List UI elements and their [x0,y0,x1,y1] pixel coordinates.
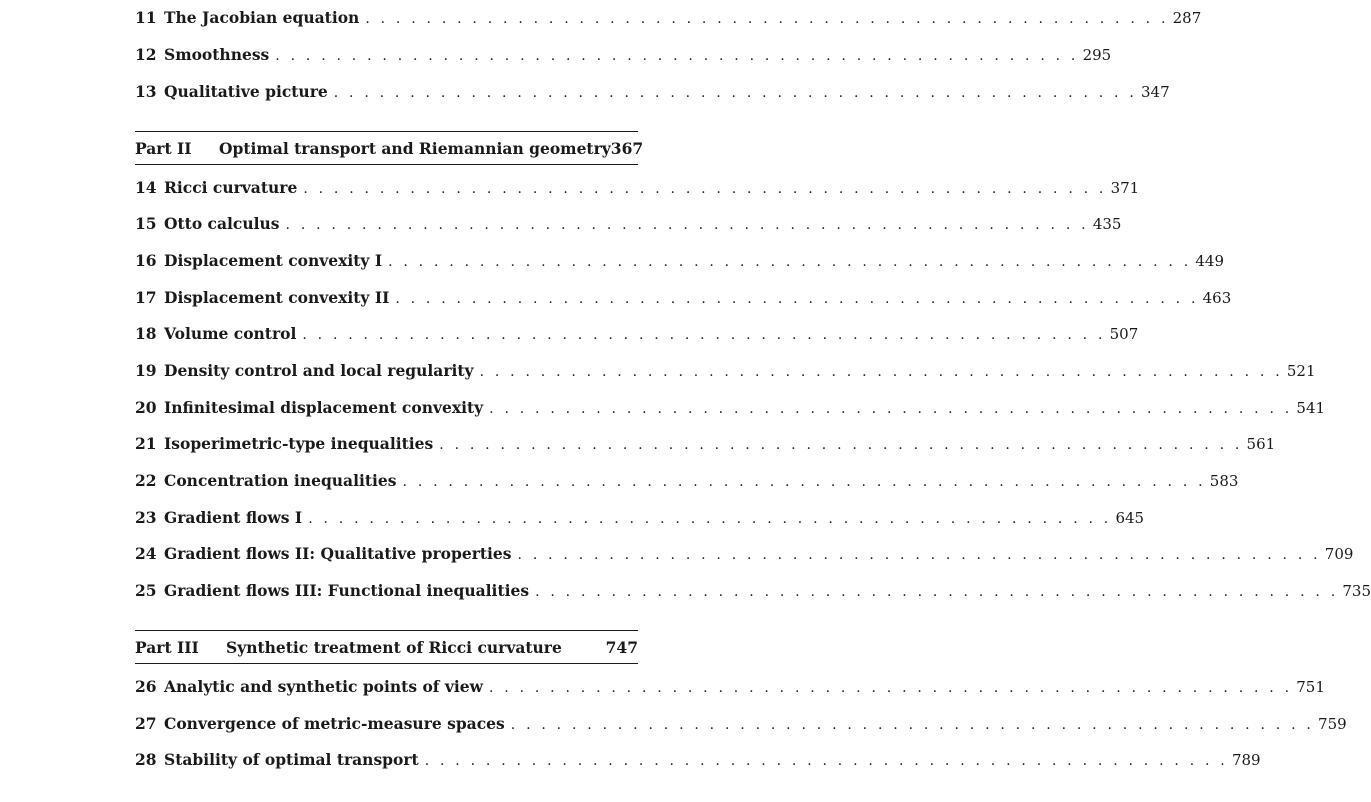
dot-leader: . . . . . . . . . . . . . . . . . . . . . . . . . . . . . . . . . . . . . . . . . . . . . . . . . . . . . [275,48,1079,64]
dot-leader: . . . . . . . . . . . . . . . . . . . . . . . . . . . . . . . . . . . . . . . . . . . . . . . . . . . . . [303,181,1107,197]
chapter-title: Isoperimetric-type inequalities [164,434,434,453]
part-page-number: 747 [605,637,638,657]
dot-leader: . . . . . . . . . . . . . . . . . . . . . . . . . . . . . . . . . . . . . . . . . . . . . . . . . . . . . [489,401,1293,417]
toc-entry[interactable] [135,178,1140,200]
toc-entry[interactable] [135,714,1347,736]
chapter-number: 20 [135,398,157,417]
dot-leader: . . . . . . . . . . . . . . . . . . . . . . . . . . . . . . . . . . . . . . . . . . . . . . . . . . . . . [424,753,1228,769]
dot-leader: . . . . . . . . . . . . . . . . . . . . . . . . . . . . . . . . . . . . . . . . . . . . . . . . . . . . . [510,717,1315,733]
page-number: 789 [1231,751,1261,769]
chapter-number: 22 [135,471,157,490]
chapter-number: 26 [135,677,157,696]
chapter-title: Infinitesimal displacement convexity [164,398,484,417]
page-number: 507 [1109,325,1139,343]
page-number: 541 [1296,399,1326,417]
page-number: 759 [1318,715,1347,733]
page-number: 295 [1082,46,1112,64]
part-title: Optimal transport and Riemannian geometry [219,138,611,158]
page-number: 583 [1209,472,1239,490]
chapter-title: Convergence of metric-measure spaces [164,714,505,733]
chapter-number: 19 [135,361,157,380]
toc-entry[interactable] [135,434,1276,456]
part-heading-3[interactable] [135,630,638,664]
page-number: 463 [1202,289,1232,307]
chapter-number: 15 [135,214,157,233]
chapter-title: Gradient flows III: Functional inequalities [164,581,530,600]
toc-entry[interactable] [135,8,1202,30]
toc-entry[interactable] [135,508,1145,530]
page-number: 287 [1172,9,1202,27]
dot-leader: . . . . . . . . . . . . . . . . . . . . . . . . . . . . . . . . . . . . . . . . . . . . . . . . . . . . . [535,584,1339,600]
toc-entry[interactable] [135,471,1239,493]
dot-leader: . . . . . . . . . . . . . . . . . . . . . . . . . . . . . . . . . . . . . . . . . . . . . . . . . . . . . [488,680,1293,696]
chapter-number: 13 [135,82,157,101]
chapter-number: 23 [135,508,157,527]
page-number: 561 [1246,435,1276,453]
chapter-title: Qualitative picture [164,82,328,101]
chapter-number: 17 [135,288,157,307]
toc-entry[interactable] [135,251,1224,273]
dot-leader: . . . . . . . . . . . . . . . . . . . . . . . . . . . . . . . . . . . . . . . . . . . . . . . . . . . . . [308,511,1112,527]
chapter-title: Displacement convexity I [164,251,383,270]
toc-entry[interactable] [135,581,1371,603]
page-number: 435 [1092,215,1122,233]
chapter-number: 12 [135,45,157,64]
dot-leader: . . . . . . . . . . . . . . . . . . . . . . . . . . . . . . . . . . . . . . . . . . . . . . . . . . . . . [479,364,1283,380]
chapter-title: Density control and local regularity [164,361,474,380]
page-number: 521 [1286,362,1316,380]
chapter-title: Gradient flows I [164,508,303,527]
toc-entry[interactable] [135,45,1112,67]
dot-leader: . . . . . . . . . . . . . . . . . . . . . . . . . . . . . . . . . . . . . . . . . . . . . . . . . . . . . [402,474,1206,490]
toc-entry[interactable] [135,82,1170,104]
dot-leader: . . . . . . . . . . . . . . . . . . . . . . . . . . . . . . . . . . . . . . . . . . . . . . . . . . . . . [333,85,1138,101]
toc-entry[interactable] [135,361,1316,383]
page-number: 709 [1324,545,1354,563]
chapter-title: Analytic and synthetic points of view [164,677,483,696]
chapter-number: 28 [135,750,157,769]
chapter-number: 18 [135,324,157,343]
toc-entry[interactable] [135,398,1326,420]
part-title: Synthetic treatment of Ricci curvature [226,637,562,657]
dot-leader: . . . . . . . . . . . . . . . . . . . . . . . . . . . . . . . . . . . . . . . . . . . . . . . . . . . . . [517,547,1321,563]
dot-leader: . . . . . . . . . . . . . . . . . . . . . . . . . . . . . . . . . . . . . . . . . . . . . . . . . . . . . [388,254,1192,270]
chapter-number: 16 [135,251,157,270]
page-number: 449 [1195,252,1224,270]
toc-entry[interactable] [135,214,1122,236]
dot-leader: . . . . . . . . . . . . . . . . . . . . . . . . . . . . . . . . . . . . . . . . . . . . . . . . . . . . . [365,11,1169,27]
page-number: 347 [1141,83,1170,101]
page-number: 645 [1115,509,1145,527]
chapter-number: 21 [135,434,157,453]
chapter-title: Smoothness [164,45,270,64]
page-number: 751 [1296,678,1325,696]
chapter-title: The Jacobian equation [164,8,360,27]
chapter-number: 24 [135,544,157,563]
chapter-title: Concentration inequalities [164,471,397,490]
chapter-title: Stability of optimal transport [164,750,419,769]
part-label: Part II [135,138,192,158]
dot-leader: . . . . . . . . . . . . . . . . . . . . . . . . . . . . . . . . . . . . . . . . . . . . . . . . . . . . . [395,291,1199,307]
dot-leader: . . . . . . . . . . . . . . . . . . . . . . . . . . . . . . . . . . . . . . . . . . . . . . . . . . . . . [439,437,1243,453]
toc-entry[interactable] [135,544,1354,566]
toc-entry[interactable] [135,324,1139,346]
chapter-title: Otto calculus [164,214,280,233]
chapter-number: 11 [135,8,157,27]
chapter-number: 25 [135,581,157,600]
part-label: Part III [135,637,199,657]
chapter-title: Volume control [164,324,297,343]
chapter-number: 14 [135,178,157,197]
page-number: 371 [1110,179,1140,197]
chapter-title: Ricci curvature [164,178,298,197]
chapter-title: Displacement convexity II [164,288,390,307]
toc-entry[interactable] [135,288,1232,310]
dot-leader: . . . . . . . . . . . . . . . . . . . . . . . . . . . . . . . . . . . . . . . . . . . . . . . . . . . . . [302,327,1106,343]
dot-leader: . . . . . . . . . . . . . . . . . . . . . . . . . . . . . . . . . . . . . . . . . . . . . . . . . . . . . [285,217,1089,233]
chapter-number: 27 [135,714,157,733]
toc-entry[interactable] [135,750,1261,772]
part-heading-2[interactable] [135,131,644,165]
toc-entry[interactable] [135,677,1325,699]
chapter-title: Gradient flows II: Qualitative properties [164,544,512,563]
page-number: 735 [1342,582,1371,600]
part-page-number: 367 [610,138,644,158]
